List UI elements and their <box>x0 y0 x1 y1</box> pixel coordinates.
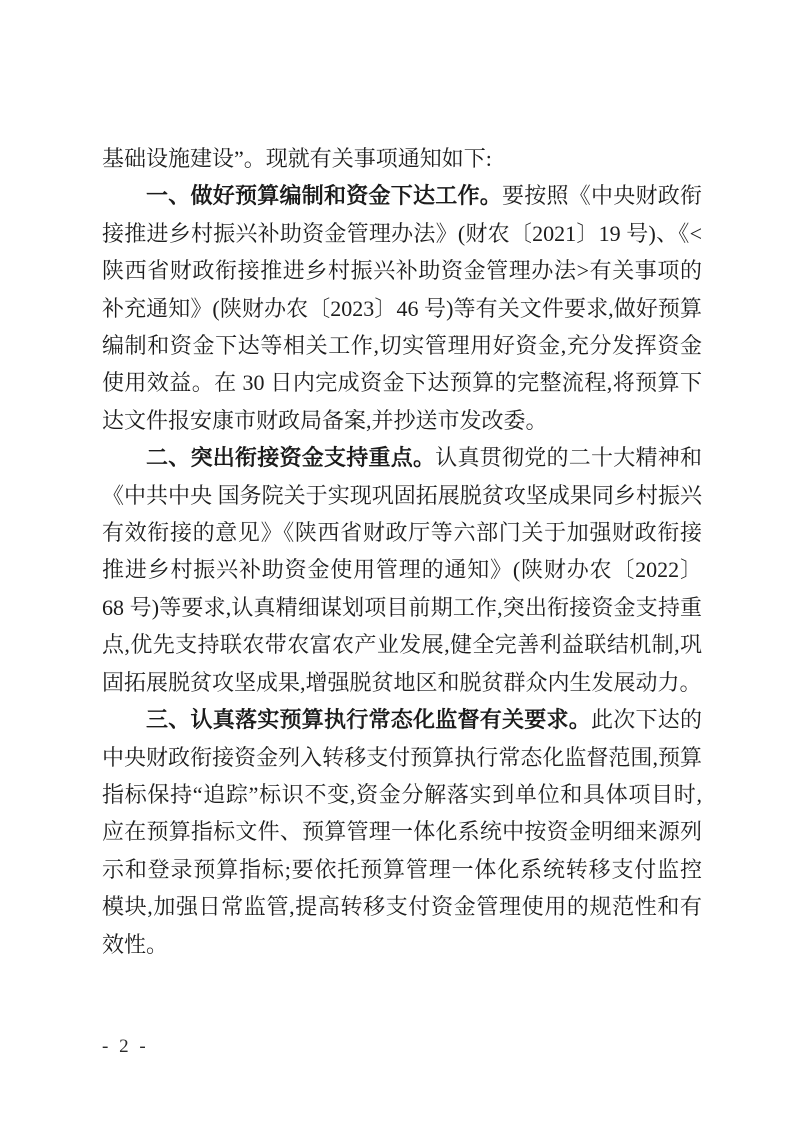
section-2-body: 认真贯彻党的二十大精神和《中共中央 国务院关于实现巩固拓展脱贫攻坚成果同乡村振兴有效衔接的意见》《陕西省财政厅等六部门关于加强财政衔接推进乡村振兴补助资金使用管理的通知》(陕财办农〔2022〕68 号)等要求,认真精细谋划项目前期工作,突出衔接资金支持重点,优先支持联农带农富农产业发展,健全完善利益联结机制,巩固拓展脱贫攻坚成果,增强脱贫地区和脱贫群众内生发展动力。 <box>102 445 702 695</box>
paragraph-section-3 <box>102 701 702 963</box>
section-1-body: 要按照《中央财政衔接推进乡村振兴补助资金管理办法》(财农〔2021〕19 号)、《<陕西省财政衔接推进乡村振兴补助资金管理办法>有关事项的补充通知》(陕财办农〔2023〕46 号)等有关文件要求,做好预算编制和资金下达等相关工作,切实管理用好资金,充分发挥资金使用效益。在 30 日内完成资金下达预算的完整流程,将预算下达文件报安康市财政局备案,并抄送市发改委。 <box>102 183 702 433</box>
paragraph-intro <box>102 140 702 177</box>
page-number: - 2 - <box>102 1036 149 1057</box>
section-2-heading: 二、突出衔接资金支持重点。 <box>146 445 436 471</box>
paragraph-section-2 <box>102 439 702 701</box>
section-1-heading: 一、做好预算编制和资金下达工作。 <box>146 183 502 209</box>
paragraph-section-1 <box>102 177 702 439</box>
intro-text: 基础设施建设”。现就有关事项通知如下: <box>102 146 492 171</box>
document-body <box>102 140 702 963</box>
section-3-heading: 三、认真落实预算执行常态化监督有关要求。 <box>146 707 591 733</box>
section-3-body: 此次下达的中央财政衔接资金列入转移支付预算执行常态化监督范围,预算指标保持“追踪”标识不变,资金分解落实到单位和具体项目时,应在预算指标文件、预算管理一体化系统中按资金明细来源列示和登录预算指标;要依托预算管理一体化系统转移支付监控模块,加强日常监管,提高转移支付资金管理使用的规范性和有效性。 <box>102 707 702 957</box>
